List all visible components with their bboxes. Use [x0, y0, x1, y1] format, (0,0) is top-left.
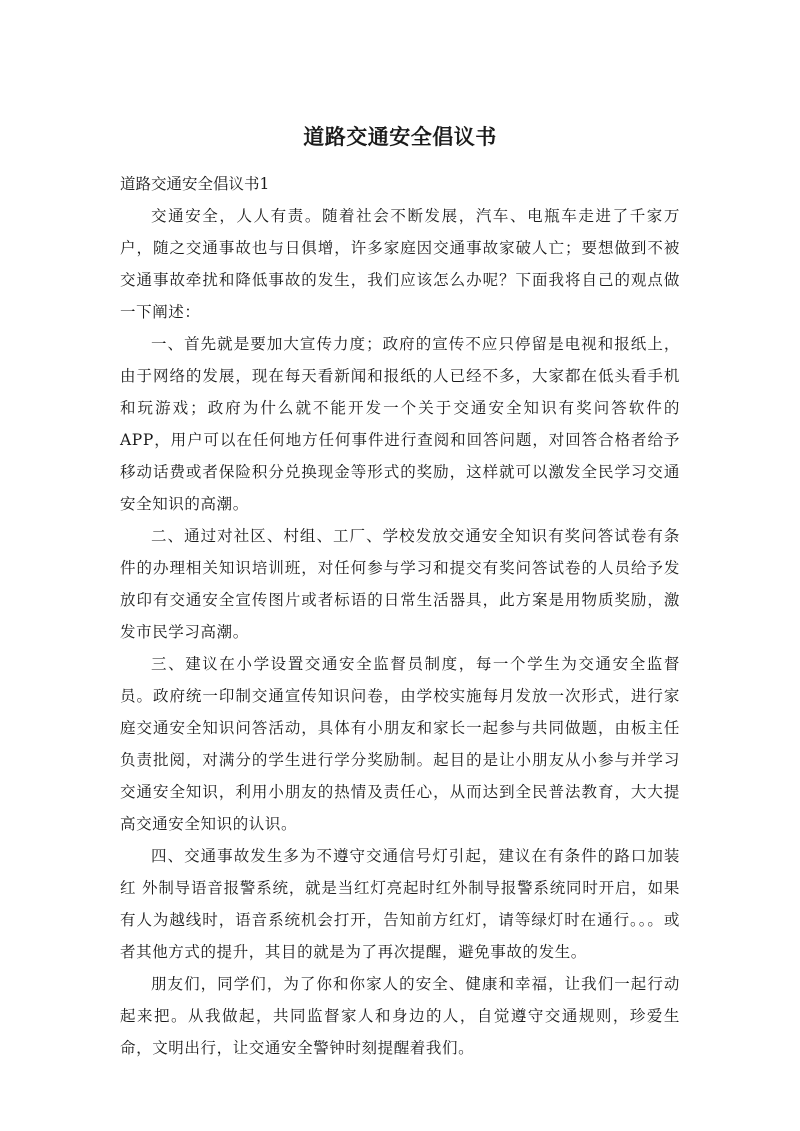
document-subtitle: 道路交通安全倡议书1 [120, 175, 270, 193]
paragraph-point-1: 一、首先就是要加大宣传力度；政府的宣传不应只停留是电视和报纸上，由于网络的发展，现在每天看新闻和报纸的人已经不多，大家都在低头看手机和玩游戏；政府为什么就不能开发一个关于交通安全知识有奖问答软件的APP，用户可以在任何地方任何事件进行查阅和回答问题，对回答合格者给予移动话费或者保险积分兑换现金等形式的奖励，这样就可以激发全民学习交通安全知识的高潮。 [120, 335, 680, 513]
paragraph-intro: 交通安全，人人有责。随着社会不断发展，汽车、电瓶车走进了千家万户，随之交通事故也与日俱增，许多家庭因交通事故家破人亡；要想做到不被交通事故牵扰和降低事故的发生，我们应该怎么办呢？下面我将自己的观点做一下阐述： [120, 207, 680, 321]
paragraph-closing: 朋友们，同学们，为了你和你家人的安全、健康和幸福，让我们一起行动起来把。从我做起，共同监督家人和身边的人，自觉遵守交通规则，珍爱生命，文明出行，让交通安全警钟时刻提醒着我们。 [120, 975, 680, 1057]
document-title: 道路交通安全倡议书 [303, 125, 497, 149]
paragraph-point-4: 四、交通事故发生多为不遵守交通信号灯引起，建议在有条件的路口加装红 外制导语音报警系统，就是当红灯亮起时红外制导报警系统同时开启，如果有人为越线时，语音系统机会打开，告知前方红灯，请等绿灯时在通行。。。或者其他方式的提升，其目的就是为了再次提醒，避免事故的发生。 [120, 847, 680, 961]
paragraph-point-3: 三、建议在小学设置交通安全监督员制度，每一个学生为交通安全监督员。政府统一印制交通宣传知识问卷，由学校实施每月发放一次形式，进行家庭交通安全知识问答活动，具体有小朋友和家长一起参与共同做题，由板主任负责批阅，对满分的学生进行学分奖励制。起目的是让小朋友从小参与并学习交通安全知识，利用小朋友的热情及责任心，从而达到全民普法教育，大大提高交通安全知识的认识。 [120, 655, 680, 833]
paragraph-point-2: 二、通过对社区、村组、工厂、学校发放交通安全知识有奖问答试卷有条件的办理相关知识培训班，对任何参与学习和提交有奖问答试卷的人员给予发放印有交通安全宣传图片或者标语的日常生活器具，此方案是用物质奖励，激发市民学习高潮。 [120, 527, 680, 641]
